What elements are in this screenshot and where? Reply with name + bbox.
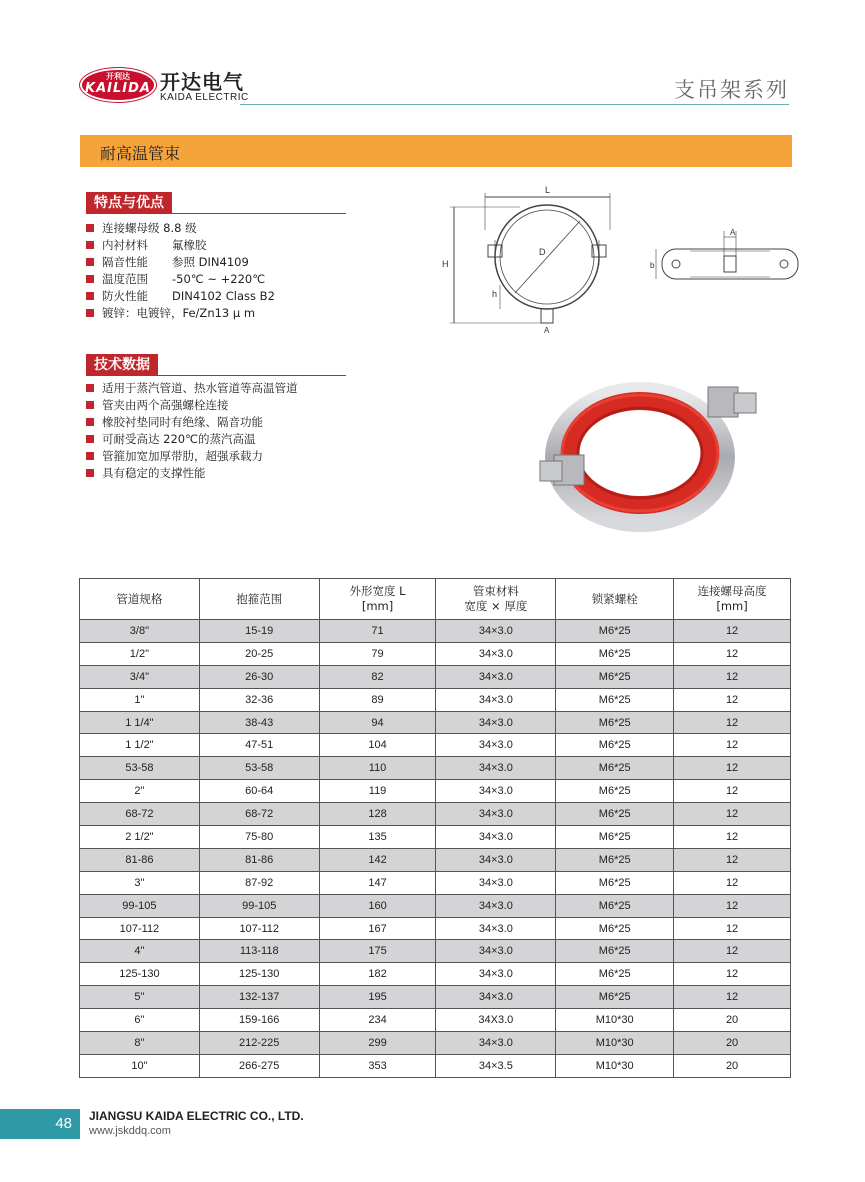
bullet-square-icon xyxy=(86,258,94,266)
table-cell: 107-112 xyxy=(199,917,319,940)
table-cell: 34×3.0 xyxy=(436,734,556,757)
table-cell: 34×3.0 xyxy=(436,894,556,917)
table-row xyxy=(80,711,791,734)
logo-brand-text: KAILIDA xyxy=(85,81,151,96)
table-row xyxy=(80,1032,791,1055)
label-l: L xyxy=(545,185,551,195)
clamp-front-view-drawing xyxy=(440,185,630,335)
table-cell: 20-25 xyxy=(199,642,319,665)
list-item xyxy=(86,380,298,397)
table-cell: 68-72 xyxy=(80,803,200,826)
table-cell: 81-86 xyxy=(80,848,200,871)
table-cell: 10" xyxy=(80,1054,200,1077)
label-small-h: h xyxy=(492,289,498,299)
table-cell: 3/4" xyxy=(80,665,200,688)
product-title-band xyxy=(80,135,792,167)
table-row xyxy=(80,688,791,711)
table-cell: 15-19 xyxy=(199,620,319,643)
features-list xyxy=(86,220,275,322)
feature-value: 参照 DIN4109 xyxy=(172,255,249,269)
table-cell: M6*25 xyxy=(556,711,674,734)
tech-list xyxy=(86,380,298,482)
table-cell: M6*25 xyxy=(556,620,674,643)
table-cell: 113-118 xyxy=(199,940,319,963)
list-item xyxy=(86,254,275,271)
tech-heading-underline xyxy=(86,375,346,376)
table-cell: M6*25 xyxy=(556,757,674,780)
tech-text: 管夹由两个高强螺栓连接 xyxy=(102,398,229,412)
list-item xyxy=(86,305,275,322)
table-cell: 160 xyxy=(319,894,436,917)
table-cell: 34×3.0 xyxy=(436,848,556,871)
bolt-right xyxy=(708,387,756,417)
header-width-l: 外形宽度 L [mm] xyxy=(319,579,436,620)
bullet-square-icon xyxy=(86,309,94,317)
table-cell: 12 xyxy=(674,940,791,963)
table-cell: 34×3.0 xyxy=(436,688,556,711)
table-cell: 20 xyxy=(674,1054,791,1077)
table-cell: 20 xyxy=(674,1032,791,1055)
product-photo-clamp xyxy=(520,365,780,540)
table-cell: M6*25 xyxy=(556,688,674,711)
label-a-top: A xyxy=(730,228,736,237)
table-cell: 12 xyxy=(674,871,791,894)
table-cell: 12 xyxy=(674,803,791,826)
header-lock-bolt: 锁紧螺栓 xyxy=(556,579,674,620)
feature-key: 隔音性能 xyxy=(102,255,148,269)
table-cell: 99-105 xyxy=(80,894,200,917)
logo-small-text: 开利达 xyxy=(106,72,130,81)
label-h: H xyxy=(442,259,449,269)
list-item xyxy=(86,271,275,288)
series-title: 支吊架系列 xyxy=(674,78,789,102)
table-cell: 34×3.0 xyxy=(436,940,556,963)
table-cell: 12 xyxy=(674,963,791,986)
header-divider xyxy=(240,104,789,105)
table-cell: 175 xyxy=(319,940,436,963)
table-cell: 125-130 xyxy=(80,963,200,986)
feature-key: 内衬材料 xyxy=(102,238,148,252)
table-cell: M6*25 xyxy=(556,894,674,917)
table-body xyxy=(80,620,791,1078)
table-cell: M6*25 xyxy=(556,665,674,688)
clamp-top-view-drawing xyxy=(650,225,810,285)
table-cell: 5" xyxy=(80,986,200,1009)
table-cell: 12 xyxy=(674,894,791,917)
table-row xyxy=(80,780,791,803)
table-cell: 34×3.0 xyxy=(436,826,556,849)
table-cell: 34×3.5 xyxy=(436,1054,556,1077)
table-row xyxy=(80,894,791,917)
list-item xyxy=(86,414,298,431)
table-cell: M6*25 xyxy=(556,826,674,849)
table-cell: 159-166 xyxy=(199,1009,319,1032)
feature-key: 温度范围 xyxy=(102,272,148,286)
table-cell: 2" xyxy=(80,780,200,803)
features-heading: 特点与优点 xyxy=(86,192,172,214)
table-cell: 82 xyxy=(319,665,436,688)
table-cell: 195 xyxy=(319,986,436,1009)
table-cell: 12 xyxy=(674,734,791,757)
table-cell: 34×3.0 xyxy=(436,871,556,894)
table-row xyxy=(80,871,791,894)
header-nut-height: 连接螺母高度 [mm] xyxy=(674,579,791,620)
table-cell: M6*25 xyxy=(556,780,674,803)
table-cell: M6*25 xyxy=(556,642,674,665)
table-row xyxy=(80,1009,791,1032)
tech-text: 可耐受高达 220℃的蒸汽高温 xyxy=(102,432,256,446)
table-cell: 8" xyxy=(80,1032,200,1055)
header-band-material: 管束材料 宽度 × 厚度 xyxy=(436,579,556,620)
table-cell: 12 xyxy=(674,688,791,711)
table-cell: 34×3.0 xyxy=(436,917,556,940)
table-cell: M10*30 xyxy=(556,1054,674,1077)
table-cell: 125-130 xyxy=(199,963,319,986)
table-cell: 1" xyxy=(80,688,200,711)
table-row xyxy=(80,917,791,940)
table-cell: 26-30 xyxy=(199,665,319,688)
table-cell: 12 xyxy=(674,986,791,1009)
table-cell: 299 xyxy=(319,1032,436,1055)
table-cell: 87-92 xyxy=(199,871,319,894)
logo-english-name: KAIDA ELECTRIC xyxy=(160,92,249,103)
table-cell: M6*25 xyxy=(556,940,674,963)
table-cell: 119 xyxy=(319,780,436,803)
tech-text: 管箍加宽加厚带肋，超强承载力 xyxy=(102,449,263,463)
table-cell: 53-58 xyxy=(80,757,200,780)
table-row xyxy=(80,940,791,963)
table-cell: M10*30 xyxy=(556,1032,674,1055)
table-row xyxy=(80,757,791,780)
table-cell: 1 1/2" xyxy=(80,734,200,757)
table-cell: M6*25 xyxy=(556,803,674,826)
feature-value: DIN4102 Class B2 xyxy=(172,289,275,303)
table-cell: 3/8" xyxy=(80,620,200,643)
table-cell: M6*25 xyxy=(556,986,674,1009)
table-cell: 34×3.0 xyxy=(436,642,556,665)
table-cell: 89 xyxy=(319,688,436,711)
table-cell: 34×3.0 xyxy=(436,711,556,734)
table-cell: 107-112 xyxy=(80,917,200,940)
table-cell: 6" xyxy=(80,1009,200,1032)
table-cell: 167 xyxy=(319,917,436,940)
table-row xyxy=(80,1054,791,1077)
table-cell: 53-58 xyxy=(199,757,319,780)
table-cell: 94 xyxy=(319,711,436,734)
list-item xyxy=(86,448,298,465)
table-cell: M6*25 xyxy=(556,734,674,757)
table-cell: 12 xyxy=(674,642,791,665)
table-cell: 135 xyxy=(319,826,436,849)
company-logo xyxy=(80,64,250,106)
bullet-square-icon xyxy=(86,452,94,460)
bullet-square-icon xyxy=(86,241,94,249)
table-cell: 47-51 xyxy=(199,734,319,757)
list-item xyxy=(86,397,298,414)
list-item xyxy=(86,237,275,254)
table-cell: 34×3.0 xyxy=(436,1032,556,1055)
bullet-square-icon xyxy=(86,469,94,477)
table-cell: 1 1/4" xyxy=(80,711,200,734)
table-cell: 34×3.0 xyxy=(436,986,556,1009)
logo-emblem xyxy=(80,68,156,102)
top-view-outline xyxy=(662,249,798,279)
table-cell: 12 xyxy=(674,917,791,940)
table-cell: 12 xyxy=(674,711,791,734)
tech-text: 具有稳定的支撑性能 xyxy=(102,466,206,480)
table-cell: 34×3.0 xyxy=(436,963,556,986)
table-cell: 32-36 xyxy=(199,688,319,711)
table-cell: 71 xyxy=(319,620,436,643)
features-heading-underline xyxy=(86,213,346,214)
table-cell: 34×3.0 xyxy=(436,665,556,688)
table-cell: 12 xyxy=(674,826,791,849)
table-cell: 81-86 xyxy=(199,848,319,871)
table-cell: 34×3.0 xyxy=(436,620,556,643)
table-cell: 104 xyxy=(319,734,436,757)
table-cell: 34X3.0 xyxy=(436,1009,556,1032)
table-cell: 34×3.0 xyxy=(436,780,556,803)
list-item xyxy=(86,431,298,448)
table-cell: 234 xyxy=(319,1009,436,1032)
table-row xyxy=(80,826,791,849)
bullet-square-icon xyxy=(86,292,94,300)
table-cell: 128 xyxy=(319,803,436,826)
table-cell: 79 xyxy=(319,642,436,665)
table-cell: 2 1/2" xyxy=(80,826,200,849)
table-row xyxy=(80,848,791,871)
table-cell: 132-137 xyxy=(199,986,319,1009)
table-cell: 12 xyxy=(674,620,791,643)
diameter-line xyxy=(515,221,580,293)
table-cell: 12 xyxy=(674,757,791,780)
table-cell: M6*25 xyxy=(556,917,674,940)
table-cell: 110 xyxy=(319,757,436,780)
table-cell: 60-64 xyxy=(199,780,319,803)
feature-key: 防火性能 xyxy=(102,289,148,303)
bullet-square-icon xyxy=(86,418,94,426)
bullet-square-icon xyxy=(86,275,94,283)
table-row xyxy=(80,803,791,826)
table-cell: 12 xyxy=(674,848,791,871)
table-cell: 20 xyxy=(674,1009,791,1032)
label-b: b xyxy=(650,261,655,270)
list-item xyxy=(86,220,275,237)
connection-nut-shape xyxy=(541,309,553,323)
table-cell: 38-43 xyxy=(199,711,319,734)
table-row xyxy=(80,963,791,986)
tech-text: 橡胶衬垫同时有绝缘、隔音功能 xyxy=(102,415,263,429)
table-row xyxy=(80,734,791,757)
top-view-nut xyxy=(724,256,736,272)
table-cell: 99-105 xyxy=(199,894,319,917)
header-clamp-range: 抱箍范围 xyxy=(199,579,319,620)
table-cell: 142 xyxy=(319,848,436,871)
footer-company: JIANGSU KAIDA ELECTRIC CO., LTD. xyxy=(89,1109,304,1123)
feature-text: 连接螺母级 8.8 级 xyxy=(102,221,197,235)
logo-chinese-name: 开达电气 xyxy=(160,70,244,94)
table-cell: 68-72 xyxy=(199,803,319,826)
table-cell: 147 xyxy=(319,871,436,894)
table-cell: 4" xyxy=(80,940,200,963)
table-cell: 12 xyxy=(674,780,791,803)
label-a: A xyxy=(544,326,550,335)
table-row xyxy=(80,642,791,665)
label-d: D xyxy=(539,247,546,257)
footer-url[interactable]: www.jskddq.com xyxy=(89,1125,171,1137)
table-header-row xyxy=(80,579,791,620)
bullet-square-icon xyxy=(86,224,94,232)
table-cell: 34×3.0 xyxy=(436,757,556,780)
spec-table xyxy=(79,578,791,1078)
table-cell: 34×3.0 xyxy=(436,803,556,826)
table-row xyxy=(80,620,791,643)
list-item xyxy=(86,288,275,305)
product-title: 耐高温管束 xyxy=(100,144,181,163)
bullet-square-icon xyxy=(86,401,94,409)
bullet-square-icon xyxy=(86,435,94,443)
feature-value: -50℃ ~ +220℃ xyxy=(172,272,266,286)
table-cell: M6*25 xyxy=(556,871,674,894)
table-cell: 266-275 xyxy=(199,1054,319,1077)
table-cell: M6*25 xyxy=(556,963,674,986)
bullet-square-icon xyxy=(86,384,94,392)
header-pipe-size: 管道规格 xyxy=(80,579,200,620)
table-cell: 1/2" xyxy=(80,642,200,665)
table-row xyxy=(80,986,791,1009)
table-cell: 75-80 xyxy=(199,826,319,849)
tech-heading: 技术数据 xyxy=(86,354,158,376)
table-row xyxy=(80,665,791,688)
page-number: 48 xyxy=(0,1109,80,1139)
table-cell: M10*30 xyxy=(556,1009,674,1032)
list-item xyxy=(86,465,298,482)
table-cell: 353 xyxy=(319,1054,436,1077)
table-cell: 182 xyxy=(319,963,436,986)
feature-text: 镀锌：电镀锌，Fe/Zn13 μ m xyxy=(102,306,256,320)
tech-text: 适用于蒸汽管道、热水管道等高温管道 xyxy=(102,381,298,395)
table-cell: 12 xyxy=(674,665,791,688)
table-cell: 212-225 xyxy=(199,1032,319,1055)
feature-value: 氟橡胶 xyxy=(172,238,207,252)
table-cell: 3" xyxy=(80,871,200,894)
table-cell: M6*25 xyxy=(556,848,674,871)
